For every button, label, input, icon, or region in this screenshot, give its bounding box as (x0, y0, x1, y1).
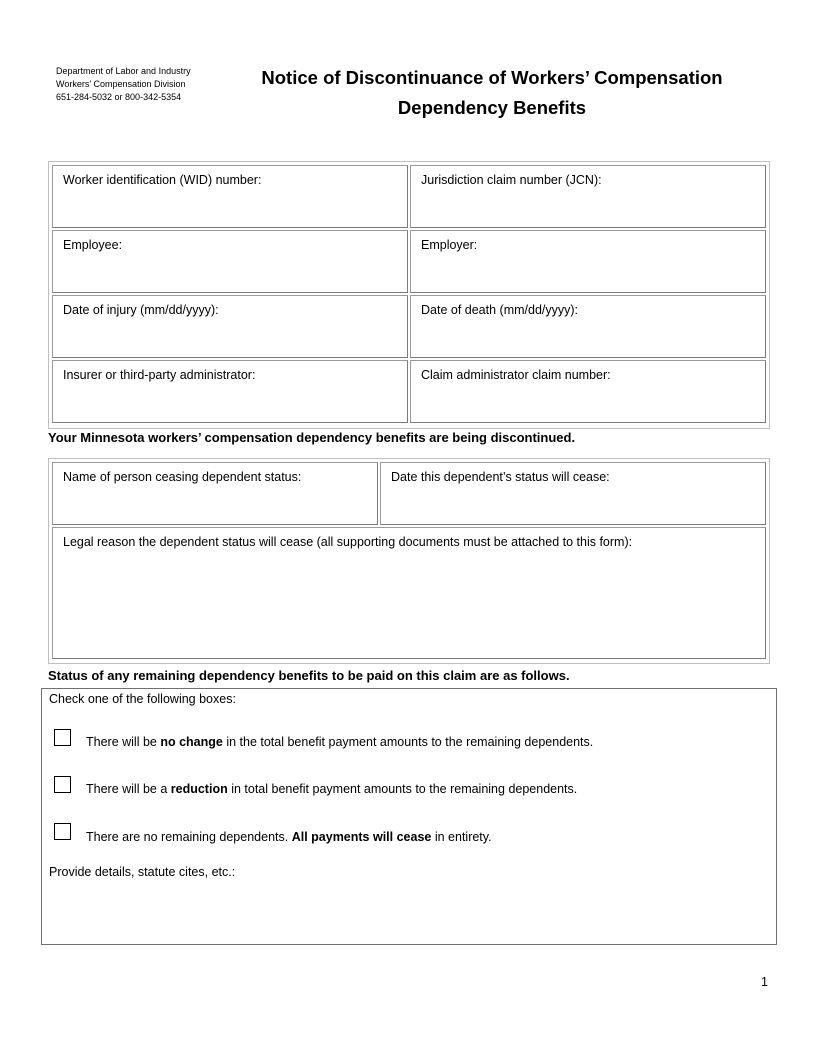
claim-info-table (48, 161, 770, 429)
jcn-label: Jurisdiction claim number (JCN): (421, 173, 602, 187)
jcn-field[interactable] (410, 165, 766, 228)
employee-field[interactable] (52, 230, 408, 293)
wid-field[interactable] (52, 165, 408, 228)
option-1-pre: There will be (86, 735, 161, 749)
cease-date-field[interactable] (380, 462, 766, 525)
legal-reason-label: Legal reason the dependent status will cease (all supporting documents must be attached to this form): (63, 535, 633, 549)
check-instruction: Check one of the following boxes: (49, 692, 236, 706)
date-of-death-field[interactable] (410, 295, 766, 358)
dependent-info-table (48, 458, 770, 664)
reduction-checkbox[interactable] (54, 776, 71, 793)
date-of-death-label: Date of death (mm/dd/yyyy): (421, 303, 579, 317)
title-line-1: Notice of Discontinuance of Workers’ Compensation (261, 67, 723, 88)
details-label: Provide details, statute cites, etc.: (49, 865, 236, 879)
insurer-field[interactable] (52, 360, 408, 423)
page-number: 1 (761, 975, 768, 989)
dependent-name-label: Name of person ceasing dependent status: (63, 470, 302, 484)
payments-cease-checkbox[interactable] (54, 823, 71, 840)
wid-label: Worker identification (WID) number: (63, 173, 262, 187)
title-line-2: Dependency Benefits (397, 97, 587, 118)
option-3-bold: All payments will cease (291, 830, 432, 844)
option-1-post: in the total benefit payment amounts to the remaining dependents. (222, 735, 594, 749)
no-change-option (86, 735, 593, 749)
employer-label: Employer: (421, 238, 478, 252)
option-3-post: in entirety. (431, 830, 492, 844)
payments-cease-option (86, 830, 492, 844)
details-field[interactable] (48, 883, 768, 939)
page-title (232, 63, 752, 123)
status-box (41, 688, 777, 945)
claim-admin-number-field[interactable] (410, 360, 766, 423)
employee-label: Employee: (63, 238, 123, 252)
option-2-bold: reduction (170, 782, 228, 796)
division-name: Workers’ Compensation Division (56, 79, 186, 89)
reduction-option (86, 782, 577, 796)
agency-info (56, 65, 191, 104)
date-of-injury-field[interactable] (52, 295, 408, 358)
status-heading: Status of any remaining dependency benefits to be paid on this claim are as follows. (48, 668, 570, 683)
option-2-post: in total benefit payment amounts to the remaining dependents. (227, 782, 578, 796)
dependent-name-field[interactable] (52, 462, 378, 525)
legal-reason-field[interactable] (52, 527, 766, 659)
option-3-pre: There are no remaining dependents. (86, 830, 292, 844)
date-of-injury-label: Date of injury (mm/dd/yyyy): (63, 303, 219, 317)
employer-field[interactable] (410, 230, 766, 293)
agency-phone: 651-284-5032 or 800-342-5354 (56, 92, 182, 102)
agency-name: Department of Labor and Industry (56, 66, 191, 76)
discontinued-heading: Your Minnesota workers’ compensation dependency benefits are being discontinued. (48, 430, 576, 445)
option-2-pre: There will be a (86, 782, 171, 796)
no-change-checkbox[interactable] (54, 729, 71, 746)
insurer-label: Insurer or third-party administrator: (63, 368, 256, 382)
cease-date-label: Date this dependent’s status will cease: (391, 470, 610, 484)
option-1-bold: no change (160, 735, 223, 749)
claim-admin-number-label: Claim administrator claim number: (421, 368, 611, 382)
